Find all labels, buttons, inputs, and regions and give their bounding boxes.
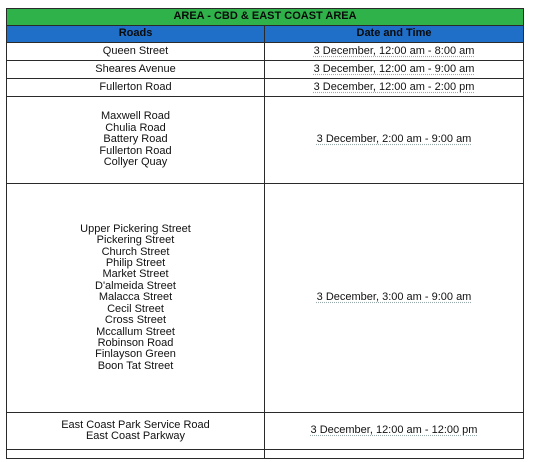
time-cell: [265, 450, 524, 459]
roads-cell: [7, 43, 265, 61]
table-row-partial: [7, 450, 524, 459]
roads-cell: [7, 450, 265, 459]
closure-time: 3 December, 12:00 am - 9:00 am: [313, 62, 475, 75]
road-name: Church Street: [101, 245, 170, 258]
roads-cell: [7, 79, 265, 97]
road-name: Cross Street: [104, 314, 167, 327]
table-row: [7, 79, 524, 97]
road-name: Queen Street: [102, 44, 169, 57]
column-header-row: [7, 26, 524, 43]
column-header-roads: Roads: [7, 26, 265, 43]
road-name: Cecil Street: [107, 302, 164, 315]
time-cell: [265, 61, 524, 79]
closure-schedule-table: [6, 8, 524, 459]
road-name: Finlayson Green: [95, 348, 176, 361]
road-name: Fullerton Road: [99, 80, 172, 93]
time-cell: [265, 184, 524, 413]
road-name: Pickering Street: [96, 234, 175, 247]
closure-time: 3 December, 12:00 am - 2:00 pm: [313, 80, 475, 93]
road-name: East Coast Parkway: [85, 430, 186, 442]
table-row: [7, 97, 524, 184]
road-name: Fullerton Road: [99, 144, 172, 157]
roads-cell: [7, 413, 265, 450]
time-cell: [265, 79, 524, 97]
time-cell: [265, 43, 524, 61]
road-name: Market Street: [102, 268, 169, 281]
closure-time: 3 December, 3:00 am - 9:00 am: [316, 291, 472, 304]
road-name: Mccallum Street: [96, 325, 175, 338]
time-cell: [265, 413, 524, 450]
road-name: Battery Road: [103, 133, 168, 146]
road-name: D'almeida Street: [95, 279, 176, 292]
closure-time: 3 December, 2:00 am - 9:00 am: [316, 133, 472, 146]
closure-time: 3 December, 12:00 am - 12:00 pm: [310, 424, 478, 437]
road-name: Upper Pickering Street: [80, 222, 191, 235]
table-row: [7, 43, 524, 61]
road-name: Boon Tat Street: [97, 359, 174, 372]
road-name: Chulia Road: [105, 121, 166, 134]
table-row: [7, 184, 524, 413]
road-name: East Coast Park Service Road: [61, 418, 210, 431]
roads-cell: [7, 97, 265, 184]
area-title: AREA - CBD & EAST COAST AREA: [7, 9, 524, 26]
table-row: [7, 61, 524, 79]
road-name: Maxwell Road: [100, 110, 171, 123]
road-name: Philip Street: [105, 257, 166, 270]
road-name: Malacca Street: [98, 291, 173, 304]
road-name: Robinson Road: [97, 336, 174, 349]
area-header-row: [7, 9, 524, 26]
road-name: Sheares Avenue: [95, 62, 176, 75]
road-closure-table: [6, 8, 523, 459]
time-cell: [265, 97, 524, 184]
closure-time: 3 December, 12:00 am - 8:00 am: [313, 44, 475, 57]
roads-cell: [7, 184, 265, 413]
roads-cell: [7, 61, 265, 79]
road-name: Collyer Quay: [103, 156, 168, 169]
column-header-date-time: Date and Time: [265, 26, 524, 43]
table-row: [7, 413, 524, 450]
